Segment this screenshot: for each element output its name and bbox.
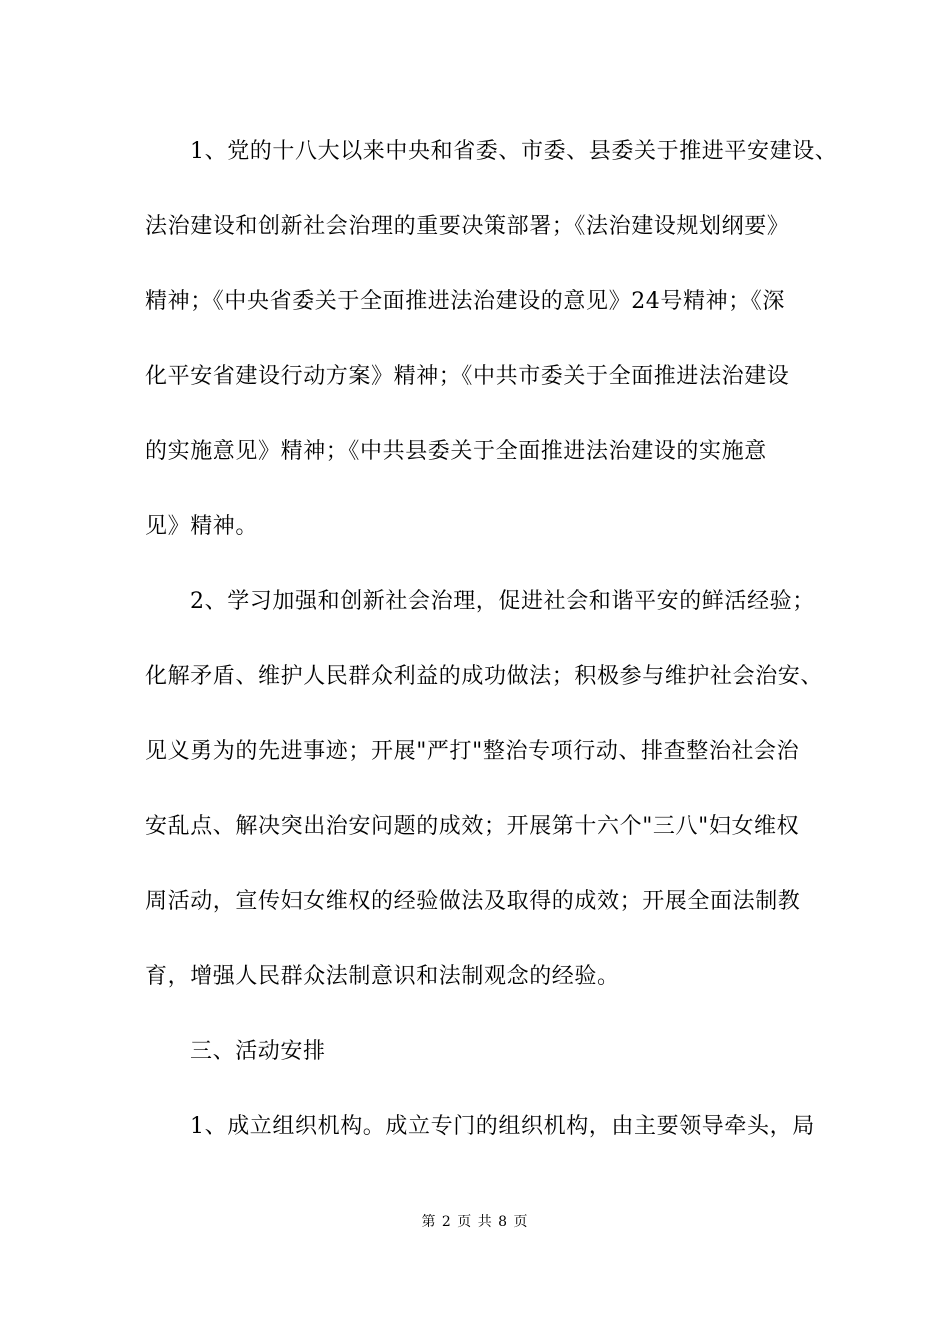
paragraph-3-line-1: 1、成立组织机构。成立专门的组织机构，由主要领导牵头，局 bbox=[190, 1114, 815, 1139]
paragraph-1-line-3: 精神；《中央省委关于全面推进法治建设的意见》24号精神；《深 bbox=[145, 289, 785, 314]
paragraph-2-line-6: 育，增强人民群众法制意识和法制观念的经验。 bbox=[145, 964, 620, 989]
page-footer: 第 2 页 共 8 页 bbox=[421, 1214, 529, 1230]
paragraph-2-line-4: 安乱点、解决突出治安问题的成效；开展第十六个"三八"妇女维权 bbox=[145, 814, 800, 839]
paragraph-1-line-2: 法治建设和创新社会治理的重要决策部署；《法治建设规划纲要》 bbox=[145, 214, 790, 239]
paragraph-2-line-3: 见义勇为的先进事迹；开展"严打"整治专项行动、排查整治社会治 bbox=[145, 739, 800, 764]
paragraph-2-line-2: 化解矛盾、维护人民群众利益的成功做法；积极参与维护社会治安、 bbox=[145, 664, 824, 689]
section-heading: 三、活动安排 bbox=[190, 1039, 326, 1064]
paragraph-2-line-1: 2、学习加强和创新社会治理，促进社会和谐平安的鲜活经验； bbox=[190, 589, 815, 614]
paragraph-2-line-5: 周活动，宣传妇女维权的经验做法及取得的成效；开展全面法制教 bbox=[145, 889, 801, 914]
paragraph-1-line-1: 1、党的十八大以来中央和省委、市委、县委关于推进平安建设、 bbox=[190, 139, 838, 164]
paragraph-1-line-5: 的实施意见》精神；《中共县委关于全面推进法治建设的实施意 bbox=[145, 439, 767, 464]
paragraph-1-line-4: 化平安省建设行动方案》精神；《中共市委关于全面推进法治建设 bbox=[145, 364, 790, 389]
paragraph-1-line-6: 见》精神。 bbox=[145, 514, 259, 539]
